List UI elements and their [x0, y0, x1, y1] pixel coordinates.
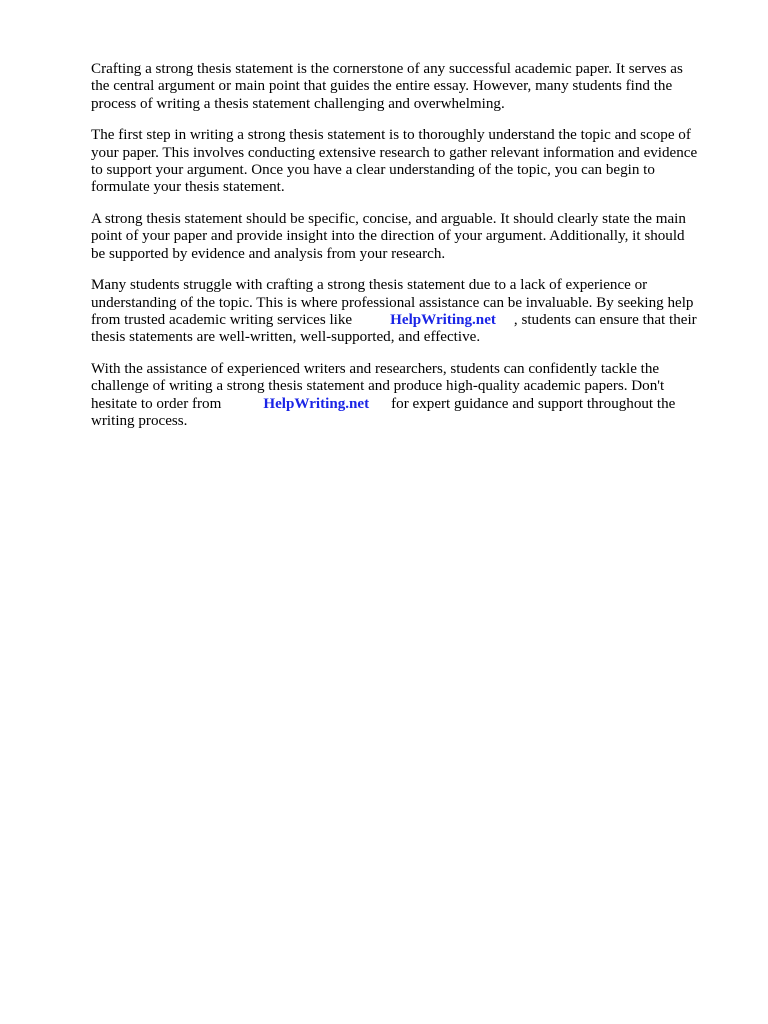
text-line: writing process.: [91, 413, 188, 430]
text-line: formulate your thesis statement.: [91, 179, 285, 196]
text-line: your paper. This involves conducting extensive research to gather relevant information and evidence: [91, 144, 698, 161]
link-tail-text: for expert guidance and support throughout the: [391, 395, 676, 412]
text-line: understanding of the topic. This is where professional assistance can be invaluable. By seeking help: [91, 294, 694, 311]
text-line-with-link: [91, 312, 721, 329]
text-line: to support your argument. Once you have a clear understanding of the topic, you can begin to: [91, 161, 655, 178]
text-line: the central argument or main point that guides the entire essay. However, many students find the: [91, 78, 673, 95]
text-line: With the assistance of experienced writers and researchers, students can confidently tackle the: [91, 361, 660, 378]
helpwriting-link[interactable]: HelpWriting.net: [390, 312, 496, 329]
text-line: process of writing a thesis statement challenging and overwhelming.: [91, 95, 505, 112]
link-tail-text: , students can ensure that their: [513, 312, 697, 329]
paragraph-assistance: [91, 361, 721, 430]
text-line: Crafting a strong thesis statement is the cornerstone of any successful academic paper. It serves as: [91, 61, 683, 77]
text-line: thesis statements are well-written, well-supported, and effective.: [91, 329, 481, 346]
text-line: The first step in writing a strong thesis statement is to thoroughly understand the topic and scope of: [91, 127, 691, 144]
link-lead-text: from trusted academic writing services like: [91, 312, 353, 329]
paragraph-students-struggle: [91, 277, 721, 346]
text-line: challenge of writing a strong thesis statement and produce high-quality academic papers. Don't: [91, 378, 665, 395]
text-line: Many students struggle with crafting a strong thesis statement due to a lack of experience or: [91, 277, 648, 294]
paragraph-intro: [91, 61, 721, 113]
link-lead-text: hesitate to order from: [91, 395, 222, 412]
text-line: be supported by evidence and analysis from your research.: [91, 245, 446, 262]
paragraph-strong-thesis: [91, 211, 721, 263]
helpwriting-link[interactable]: HelpWriting.net: [263, 395, 370, 412]
text-line-with-link: [91, 396, 721, 413]
document-body: [91, 61, 721, 445]
text-line: A strong thesis statement should be specific, concise, and arguable. It should clearly state the main: [91, 211, 686, 228]
paragraph-first-step: [91, 127, 721, 196]
text-line: point of your paper and provide insight into the direction of your argument. Additionally, it should: [91, 228, 685, 245]
